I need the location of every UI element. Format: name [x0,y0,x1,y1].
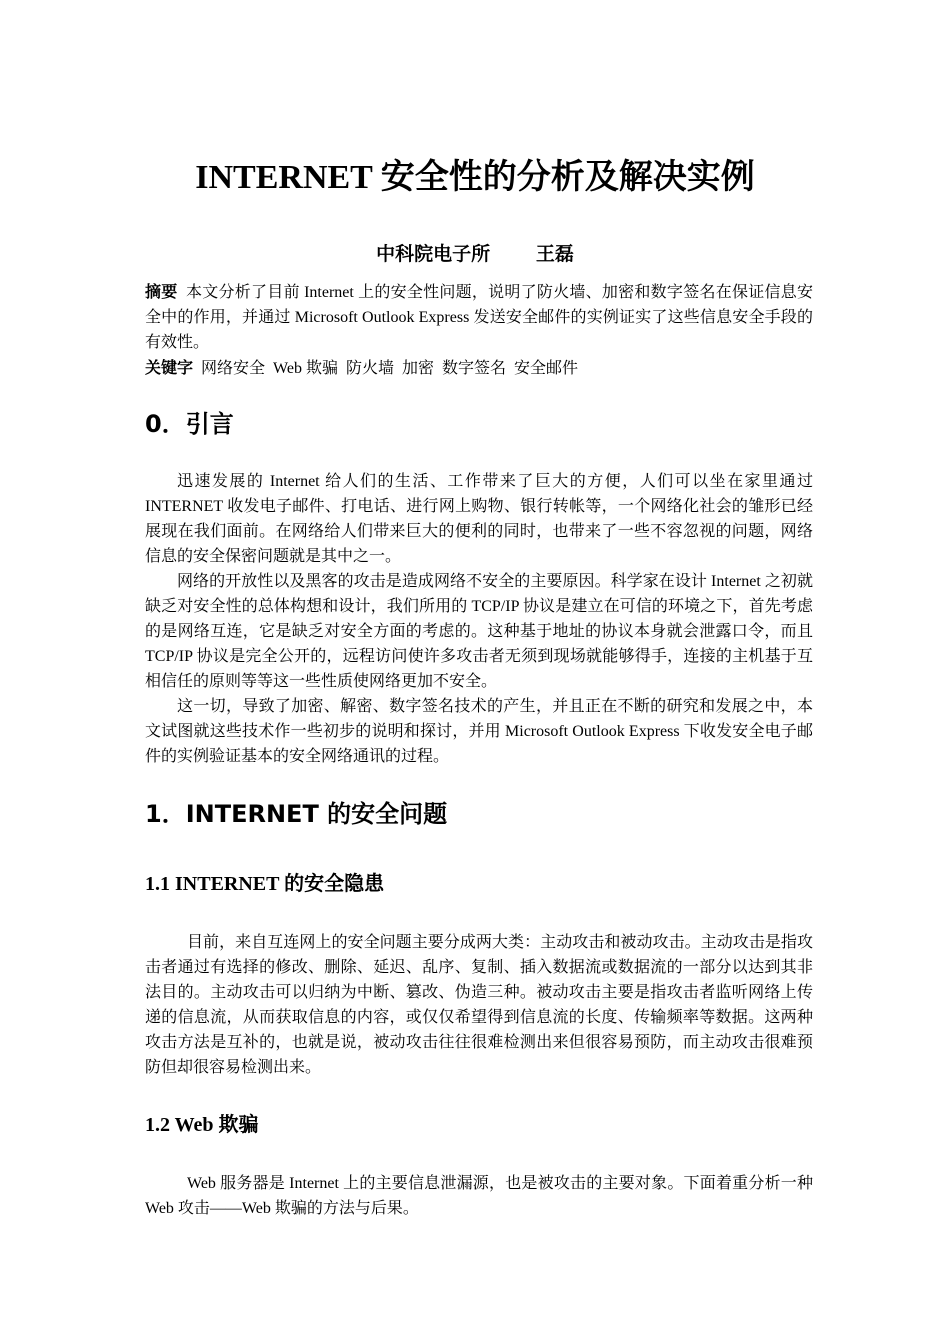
keywords-label: 关键字 [145,358,194,377]
subsection-heading-web-spoofing: 1.2 Web 欺骗 [145,1114,259,1136]
document-title: INTERNET 安全性的分析及解决实例 [195,159,755,196]
author-line: 中科院电子所 王磊 [376,243,574,265]
body-paragraph: 这一切，导致了加密、解密、数字签名技术的产生，并且正在不断的研究和发展之中，本文试图就这些技术作一些初步的说明和探讨，并用 Microsoft Outlook Express 下收发安全电子邮件的实例验证基本的安全网络通讯的过程。 [145,698,813,765]
abstract-block [145,279,813,381]
web-spoofing-body [145,1171,813,1221]
subsection-heading-security-risks: 1.1 INTERNET 的安全隐患 [145,873,385,895]
keywords-text: 网络安全 Web 欺骗 防火墙 加密 数字签名 安全邮件 [201,360,578,377]
body-paragraph: 网络的开放性以及黑客的攻击是造成网络不安全的主要原因。科学家在设计 Internet 之初就缺乏对安全性的总体构想和设计，我们所用的 TCP/IP 协议是建立在可信的环境之下，首先考虑的是网络互连，它是缺乏对安全方面的考虑的。这种基于地址的协议本身就会泄露口令，而且 TCP/IP 协议是完全公开的，远程访问使许多攻击者无须到现场就能够得手，连接的主机基于互相信任的原则等等这一些性质使网络更加不安全。 [145,573,813,690]
keywords-paragraph [145,355,813,381]
security-risks-body [145,930,813,1080]
intro-body [145,469,813,769]
abstract-label: 摘要 [145,282,178,301]
abstract-text: 本文分析了目前 Internet 上的安全性问题，说明了防火墙、加密和数字签名在保证信息安全中的作用，并通过 Microsoft Outlook Express 发送安全邮件的实例证实了这些信息安全手段的有效性。 [145,284,813,351]
abstract-paragraph [145,279,813,355]
body-paragraph: 目前，来自互连网上的安全问题主要分成两大类：主动攻击和被动攻击。主动攻击是指攻击者通过有选择的修改、删除、延迟、乱序、复制、插入数据流或数据流的一部分以达到其非法目的。主动攻击可以归纳为中断、篡改、伪造三种。被动攻击主要是指攻击者监听网络上传递的信息流，从而获取信息的内容，或仅仅希望得到信息流的长度、传输频率等数据。这两种攻击方法是互补的，也就是说，被动攻击往往很难检测出来但很容易预防，而主动攻击很难预防但却很容易检测出来。 [145,934,813,1076]
section-heading-intro: 0．引言 [145,410,234,438]
section-heading-internet-security: 1．INTERNET 的安全问题 [145,800,448,828]
body-paragraph: 迅速发展的 Internet 给人们的生活、工作带来了巨大的方便，人们可以坐在家里通过 INTERNET 收发电子邮件、打电话、进行网上购物、银行转帐等，一个网络化社会的雏形已经展现在我们面前。在网络给人们带来巨大的便利的同时，也带来了一些不容忽视的问题，网络信息的安全保密问题就是其中之一。 [145,473,813,565]
body-paragraph: Web 服务器是 Internet 上的主要信息泄漏源，也是被攻击的主要对象。下面着重分析一种 Web 攻击——Web 欺骗的方法与后果。 [145,1175,813,1217]
